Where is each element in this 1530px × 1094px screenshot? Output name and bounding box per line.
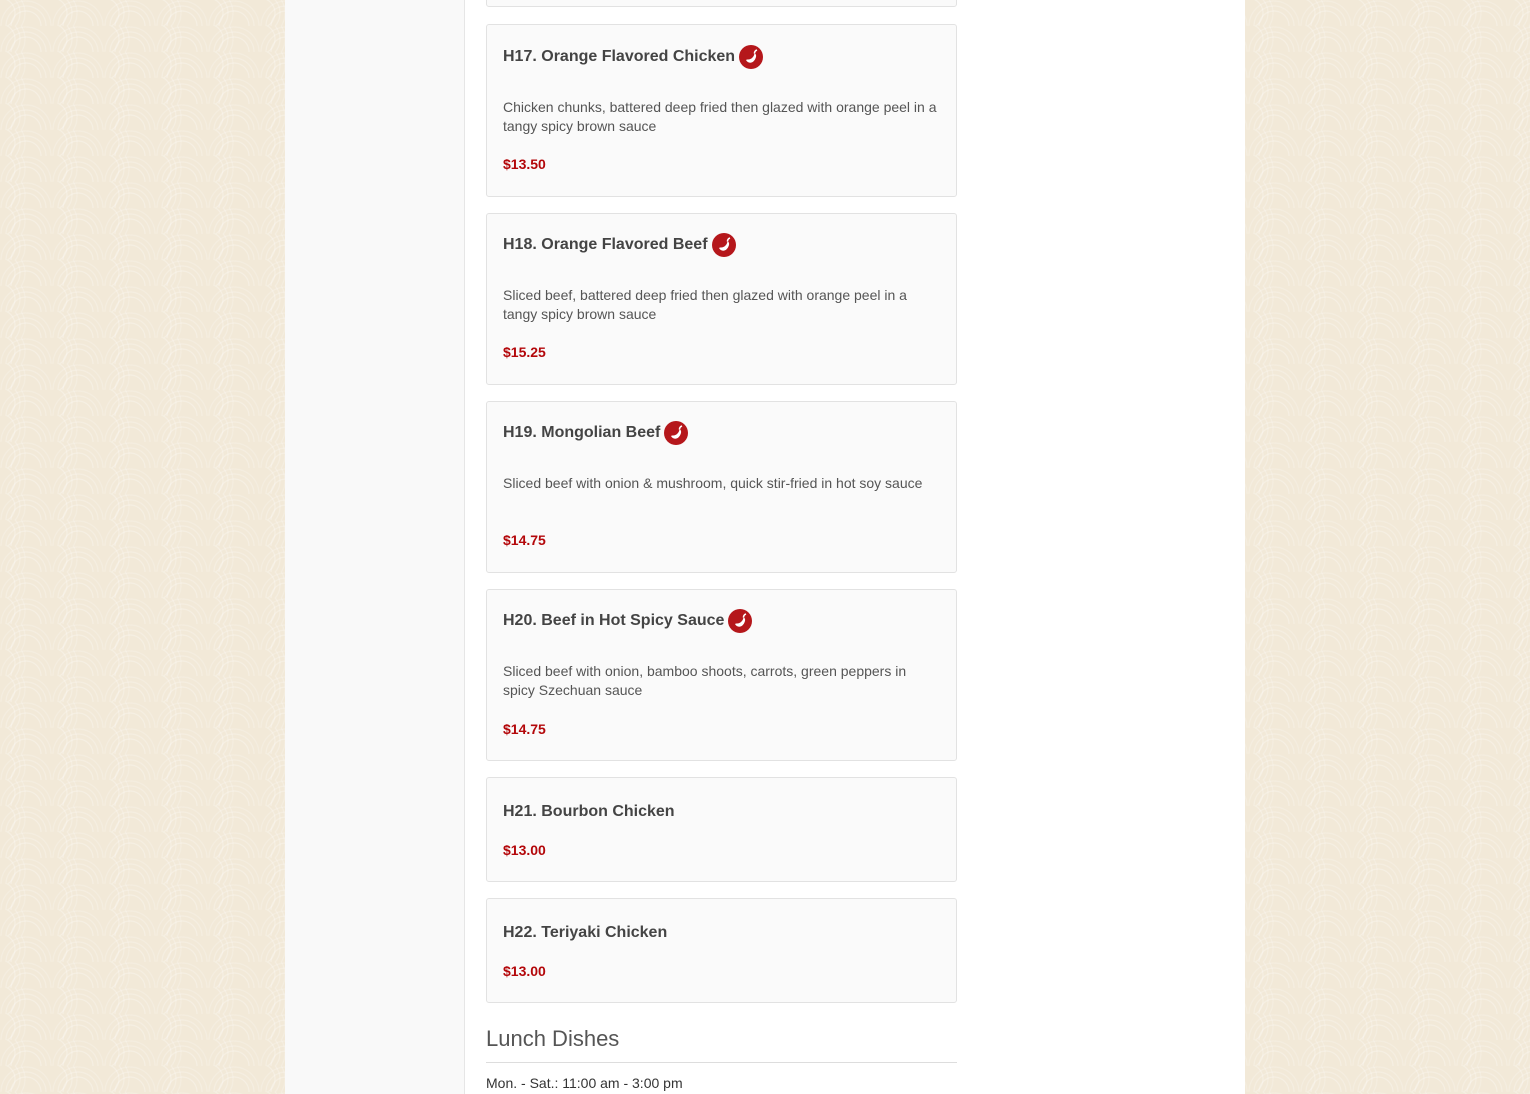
menu-item-card-partial[interactable] <box>486 0 957 7</box>
menu-item-title: H19. Mongolian Beef <box>503 424 661 441</box>
menu-item-title: H18. Orange Flavored Beef <box>503 236 708 253</box>
menu-item-card[interactable] <box>486 898 957 1003</box>
menu-item-title-row <box>503 421 688 445</box>
left-sidebar <box>285 0 465 1094</box>
section-title: Lunch Dishes <box>486 1026 957 1063</box>
menu-item-price: $14.75 <box>503 532 546 548</box>
menu-item-description: Sliced beef, battered deep fried then glazed with orange peel in a tangy spicy brown sauce <box>503 287 907 322</box>
menu-item-description: Chicken chunks, battered deep fried then glazed with orange peel in a tangy spicy brown sauce <box>503 99 937 134</box>
menu-item-card[interactable] <box>486 777 957 882</box>
menu-item-description: Sliced beef with onion & mushroom, quick stir-fried in hot soy sauce <box>503 475 923 491</box>
menu-item-card[interactable] <box>486 24 957 197</box>
chili-pepper-icon <box>739 45 763 69</box>
menu-item-title-row <box>503 800 675 824</box>
menu-item-price: $14.75 <box>503 721 546 737</box>
menu-item-card[interactable] <box>486 401 957 573</box>
page-container <box>285 0 1245 1094</box>
menu-item-title-row <box>503 233 736 257</box>
menu-item-title: H21. Bourbon Chicken <box>503 803 675 820</box>
section-hours: Mon. - Sat.: 11:00 am - 3:00 pm <box>486 1075 683 1091</box>
chili-pepper-icon <box>664 421 688 445</box>
chili-pepper-icon <box>712 233 736 257</box>
menu-item-title: H22. Teriyaki Chicken <box>503 924 668 941</box>
menu-item-title-row <box>503 609 752 633</box>
menu-item-price: $13.00 <box>503 963 546 979</box>
chili-pepper-icon <box>728 609 752 633</box>
menu-item-price: $15.25 <box>503 344 546 360</box>
menu-item-price: $13.00 <box>503 842 546 858</box>
menu-item-description: Sliced beef with onion, bamboo shoots, carrots, green peppers in spicy Szechuan sauce <box>503 663 907 698</box>
menu-item-title-row <box>503 45 763 69</box>
menu-item-card[interactable] <box>486 589 957 761</box>
menu-item-title-row <box>503 921 667 945</box>
menu-item-title: H17. Orange Flavored Chicken <box>503 48 736 65</box>
menu-item-price: $13.50 <box>503 156 546 172</box>
menu-item-card[interactable] <box>486 213 957 385</box>
menu-item-title: H20. Beef in Hot Spicy Sauce <box>503 612 725 629</box>
